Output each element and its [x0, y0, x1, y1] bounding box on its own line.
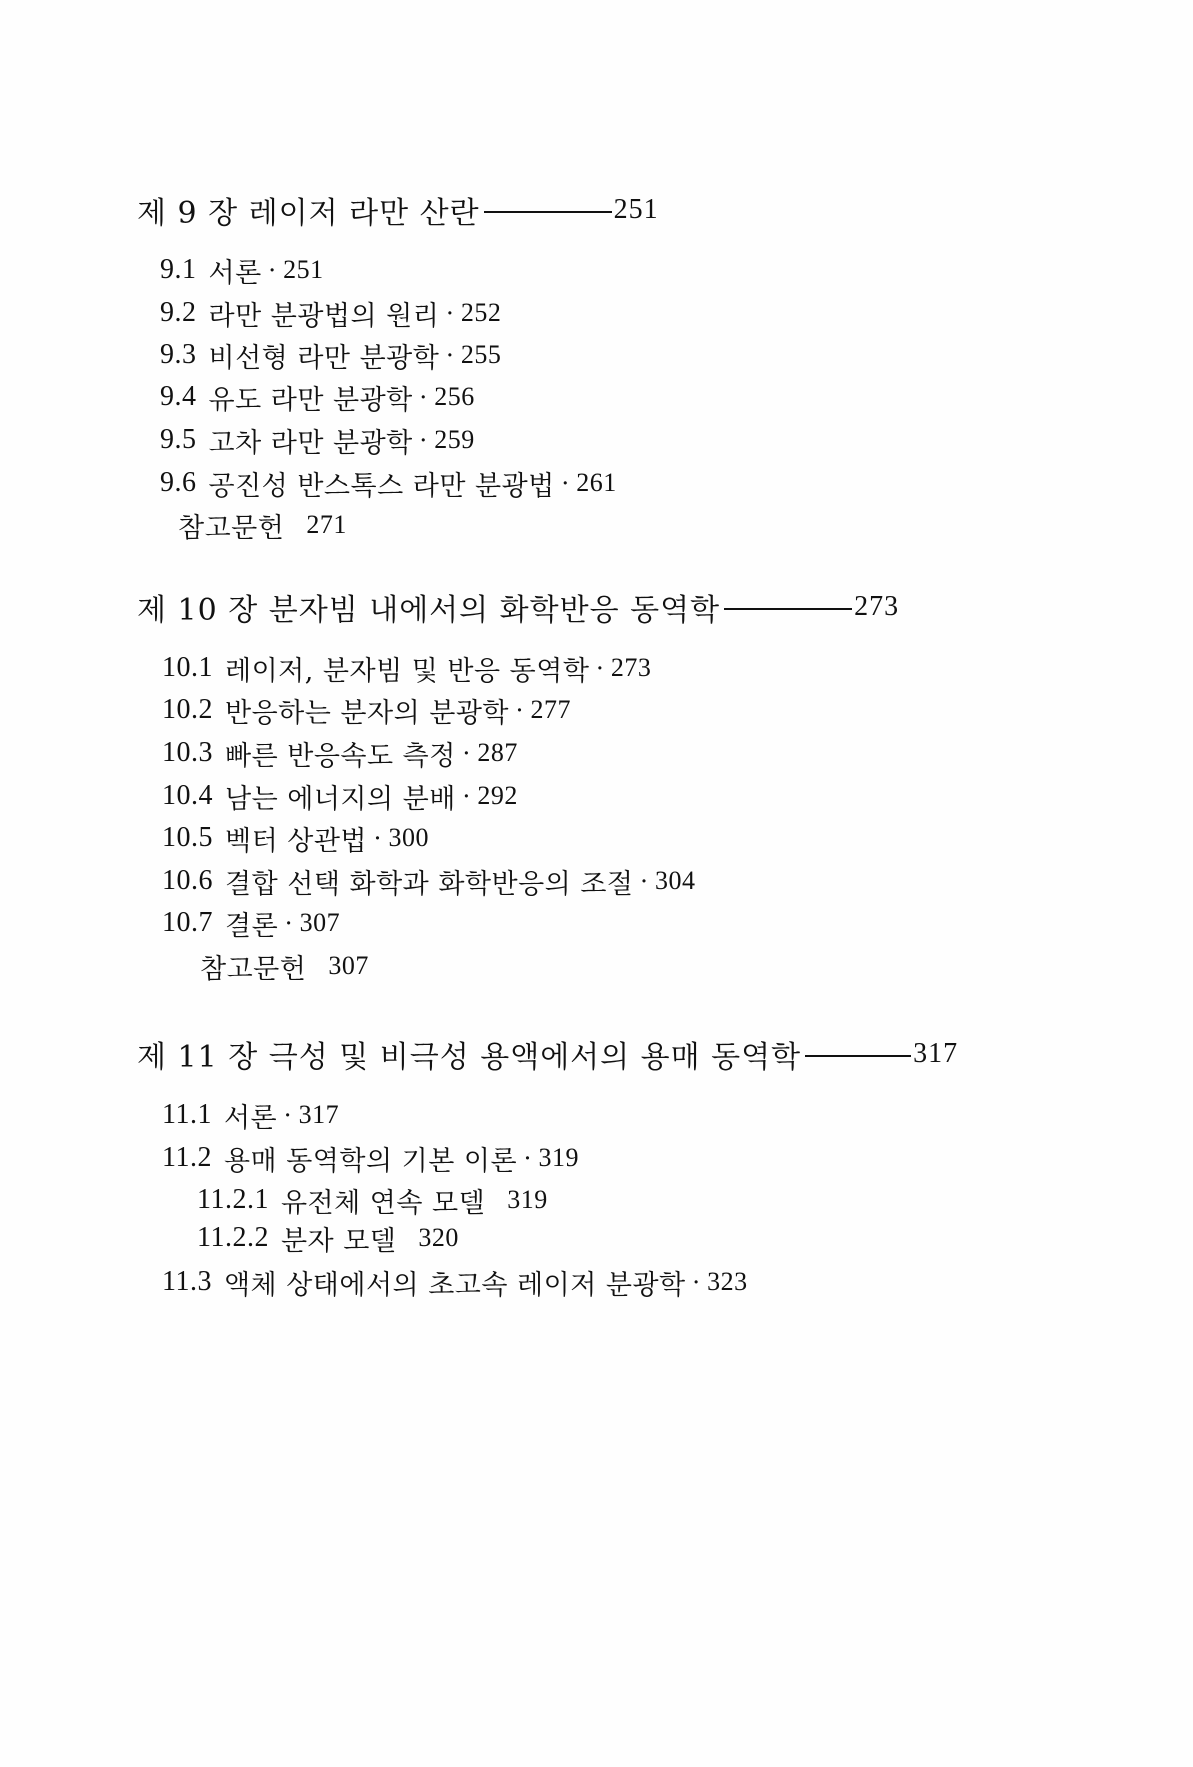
leader-line [724, 608, 852, 610]
chapter-title: 제 10 장 분자빔 내에서의 화학반응 동역학 [137, 593, 721, 628]
toc-section [160, 420, 475, 460]
toc-section [162, 818, 429, 858]
leader-line [805, 1055, 911, 1057]
section-number: 10.7 [162, 907, 213, 938]
toc-section [162, 776, 518, 816]
section-number: 10.3 [162, 737, 213, 768]
toc-section [162, 690, 571, 730]
toc-section [160, 377, 475, 417]
section-page: 261 [576, 468, 617, 497]
section-number: 9.4 [160, 381, 197, 412]
section-number: 11.1 [162, 1099, 212, 1130]
chapter-heading [137, 1032, 958, 1076]
toc-section [162, 648, 651, 688]
section-page: 287 [477, 738, 518, 767]
references-label: 참고문헌 [178, 512, 285, 544]
toc-section [160, 250, 324, 290]
section-title: 유도 라만 분광학 [208, 384, 413, 416]
separator-dot: · [691, 1266, 702, 1297]
section-number: 10.2 [162, 694, 213, 725]
chapter-page: 317 [913, 1038, 959, 1069]
toc-section [162, 733, 518, 773]
section-page: 300 [388, 823, 429, 852]
section-number: 10.1 [162, 652, 213, 683]
separator-dot: · [639, 865, 649, 896]
subsection-title: 분자 모델 [280, 1225, 397, 1257]
section-title: 라만 분광법의 원리 [208, 300, 440, 332]
section-number: 10.6 [162, 865, 213, 896]
toc-subsection [197, 1180, 548, 1220]
section-number: 9.5 [160, 424, 197, 455]
section-number: 11.3 [162, 1266, 212, 1297]
section-number: 10.5 [162, 822, 213, 853]
separator-dot: · [595, 652, 605, 683]
leader-line [484, 211, 612, 213]
toc-references [200, 946, 369, 986]
section-number: 9.2 [160, 297, 197, 328]
separator-dot: · [283, 1099, 293, 1130]
section-title: 벡터 상관법 [225, 825, 367, 857]
section-title: 액체 상태에서의 초고속 레이저 분광학 [223, 1269, 686, 1301]
chapter-heading [137, 188, 659, 232]
section-page: 292 [477, 781, 518, 810]
separator-dot: · [445, 297, 455, 328]
chapter-title: 제 9 장 레이저 라만 산란 [137, 196, 480, 231]
separator-dot: · [560, 467, 571, 498]
separator-dot: · [418, 424, 429, 455]
subsection-number: 11.2.1 [197, 1184, 269, 1215]
section-title: 레이저, 분자빔 및 반응 동역학 [225, 655, 590, 687]
chapter-page: 251 [613, 194, 659, 225]
section-title: 서론 [223, 1102, 278, 1134]
section-title: 비선형 라만 분광학 [208, 342, 440, 374]
toc-section [160, 335, 501, 375]
references-label: 참고문헌 [200, 953, 307, 985]
toc-section [160, 293, 501, 333]
separator-dot: · [284, 907, 294, 938]
section-title: 용매 동역학의 기본 이론 [223, 1145, 518, 1177]
section-title: 결합 선택 화학과 화학반응의 조절 [225, 868, 634, 900]
toc-references [178, 505, 347, 545]
subsection-page: 319 [507, 1185, 548, 1214]
toc-section [162, 1262, 748, 1302]
separator-dot: · [461, 737, 472, 768]
section-title: 고차 라만 분광학 [208, 427, 413, 459]
section-page: 319 [538, 1143, 580, 1172]
section-title: 결론 [225, 910, 279, 942]
section-page: 323 [707, 1267, 748, 1296]
toc-subsection [197, 1218, 459, 1258]
section-page: 317 [298, 1100, 340, 1129]
chapter-title: 제 11 장 극성 및 비극성 용액에서의 용매 동역학 [137, 1040, 802, 1075]
section-page: 259 [434, 425, 475, 454]
subsection-title: 유전체 연속 모델 [280, 1187, 486, 1219]
subsection-number: 11.2.2 [197, 1222, 269, 1253]
separator-dot: · [461, 780, 472, 811]
toc-section [162, 903, 340, 943]
section-title: 공진성 반스톡스 라만 분광법 [208, 470, 555, 502]
separator-dot: · [515, 694, 525, 725]
section-number: 9.6 [160, 467, 197, 498]
section-title: 반응하는 분자의 분광학 [225, 697, 509, 729]
section-page: 304 [654, 866, 696, 895]
section-page: 307 [299, 908, 341, 937]
references-page: 271 [306, 510, 347, 539]
separator-dot: · [445, 339, 455, 370]
toc-section [162, 1095, 339, 1135]
separator-dot: · [267, 254, 278, 285]
section-page: 256 [434, 382, 475, 411]
section-page: 277 [530, 695, 571, 724]
section-page: 273 [610, 653, 652, 682]
toc-section [162, 861, 695, 901]
section-title: 남는 에너지의 분배 [225, 783, 456, 815]
section-title: 서론 [208, 257, 262, 289]
toc-section [162, 1138, 579, 1178]
subsection-page: 320 [418, 1223, 459, 1252]
section-page: 255 [460, 340, 502, 369]
section-number: 9.3 [160, 339, 197, 370]
separator-dot: · [523, 1142, 533, 1173]
section-number: 11.2 [162, 1142, 212, 1173]
section-title: 빠른 반응속도 측정 [225, 740, 456, 772]
section-page: 252 [460, 298, 502, 327]
section-number: 9.1 [160, 254, 197, 285]
toc-section [160, 463, 617, 503]
chapter-heading [137, 585, 899, 629]
section-page: 251 [283, 255, 324, 284]
separator-dot: · [373, 822, 383, 853]
chapter-page: 273 [854, 591, 900, 622]
references-page: 307 [328, 951, 369, 980]
separator-dot: · [418, 381, 429, 412]
section-number: 10.4 [162, 780, 213, 811]
